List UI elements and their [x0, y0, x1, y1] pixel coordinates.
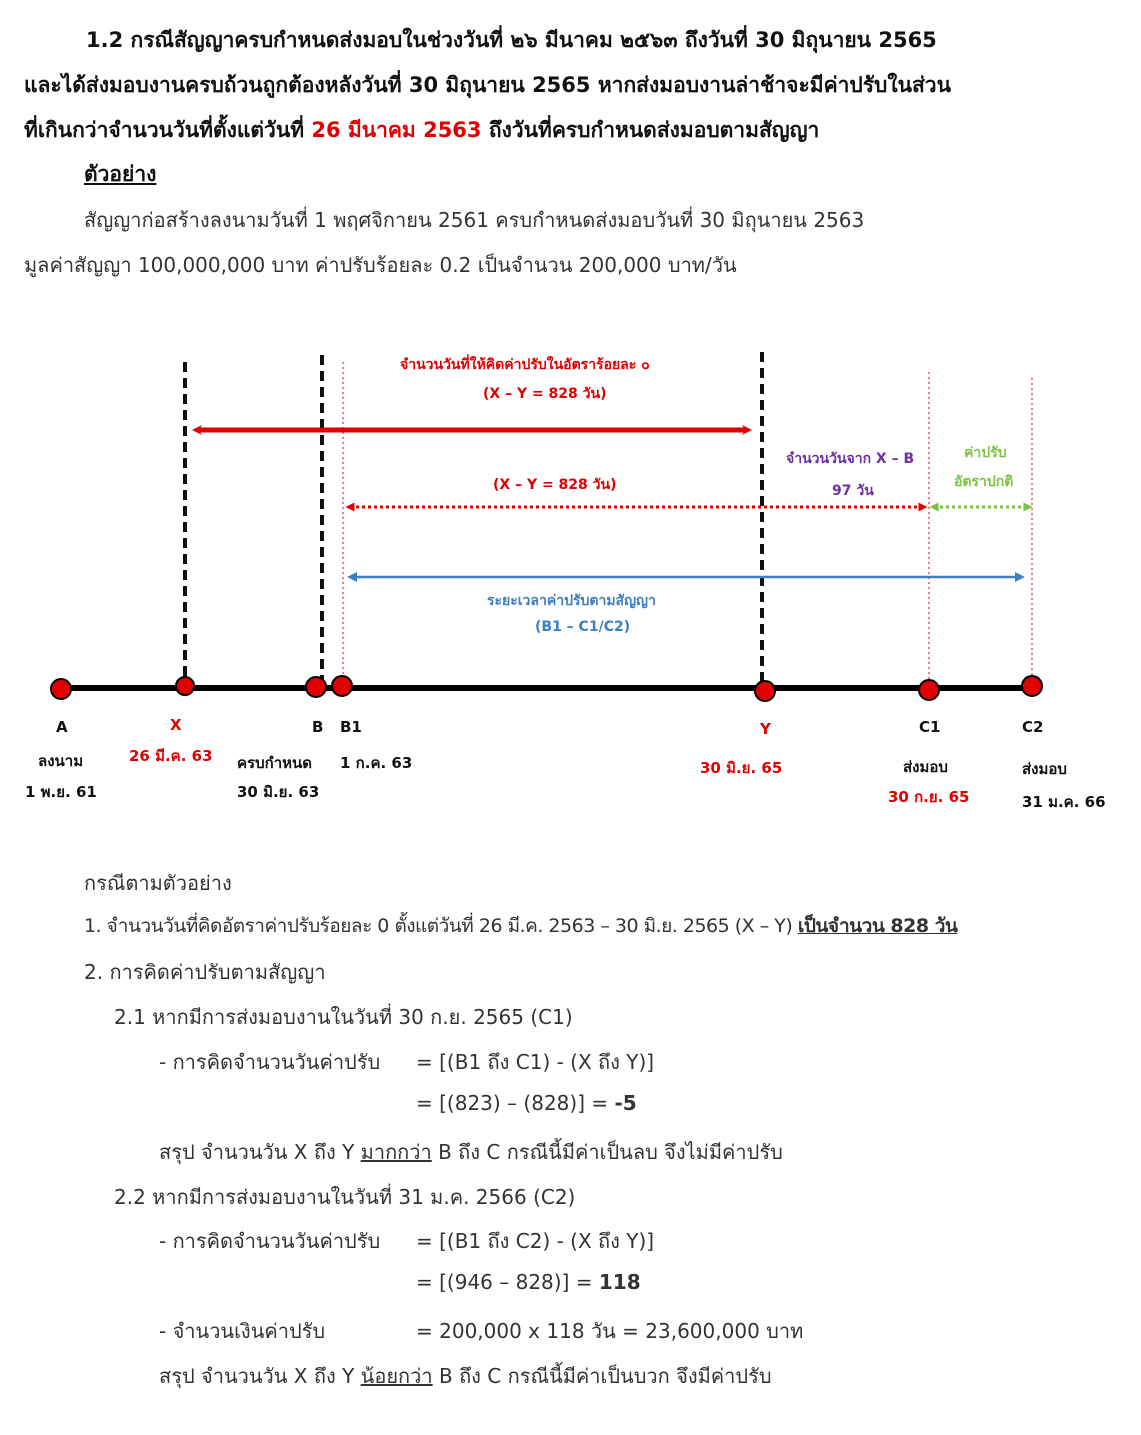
s22-calc-label: - การคิดจำนวนวันค่าปรับ — [159, 1229, 381, 1253]
s22-eq-2-result: 118 — [598, 1270, 641, 1294]
case-item-2: 2. การคิดค่าปรับตามสัญญา — [84, 960, 326, 984]
case-item-1-bold: เป็นจำนวน 828 วัน — [797, 915, 958, 937]
case-item-1-text: 1. จำนวนวันที่คิดอัตราค่าปรับร้อยละ 0 ตั้งแต่วันที่ 26 มี.ค. 2563 – 30 มิ.ย. 2565 (X – Y) — [84, 915, 798, 937]
case-item-1 — [84, 911, 957, 941]
s22-eq-2 — [416, 1270, 641, 1294]
header-line-3-highlight: 26 มีนาคม 2563 — [311, 118, 482, 142]
point-y-code: Y — [760, 720, 771, 738]
point-a — [51, 679, 71, 699]
contract-period-title: ระยะเวลาค่าปรับตามสัญญา — [487, 593, 656, 609]
s21-title: 2.1 หากมีการส่งมอบงานในวันที่ 30 ก.ย. 2565 (C1) — [114, 1005, 573, 1029]
case-title: กรณีตามตัวอย่าง — [84, 871, 232, 895]
point-a-date: 1 พ.ย. 61 — [25, 783, 97, 801]
s22-money-eq: = 200,000 x 118 วัน = 23,600,000 บาท — [416, 1319, 804, 1343]
contract-period-range: (B1 – C1/C2) — [535, 619, 631, 635]
point-b1-code: B1 — [340, 718, 362, 736]
point-y-date: 30 มิ.ย. 65 — [700, 759, 783, 777]
point-a-code: A — [56, 718, 68, 736]
s21-eq-2-text: = [(823) – (828)] = — [416, 1091, 615, 1115]
point-b — [306, 677, 326, 697]
xb-days-value: 97 วัน — [832, 483, 874, 499]
s21-eq-1: = [(B1 ถึง C1) - (X ถึง Y)] — [416, 1050, 655, 1074]
point-y — [755, 681, 775, 701]
zero-rate-title: จำนวนวันที่ให้คิดค่าปรับในอัตราร้อยละ ๐ — [400, 357, 650, 373]
point-x-code: X — [170, 716, 182, 734]
point-b-code: B — [312, 718, 324, 736]
s22-summary-compare: น้อยกว่า — [360, 1364, 433, 1388]
s22-summary-post: B ถึง C กรณีนี้มีค่าเป็นบวก จึงมีค่าปรับ — [432, 1364, 772, 1388]
header-line-3-pre: ที่เกินกว่าจำนวนวันที่ตั้งแต่วันที่ — [24, 118, 312, 142]
point-b1-date: 1 ก.ค. 63 — [340, 754, 413, 772]
example-line-1: สัญญาก่อสร้างลงนามวันที่ 1 พฤศจิกายน 2561 ครบกำหนดส่งมอบวันที่ 30 มิถุนายน 2563 — [84, 208, 865, 232]
header-line-1: 1.2 กรณีสัญญาครบกำหนดส่งมอบในช่วงวันที่ ๒๖ มีนาคม ๒๕๖๓ ถึงวันที่ 30 มิถุนายน 2565 — [86, 28, 937, 52]
s21-eq-2-result: -5 — [614, 1091, 637, 1115]
point-b1 — [332, 676, 352, 696]
s22-summary — [159, 1360, 772, 1392]
point-b-date: 30 มิ.ย. 63 — [237, 783, 320, 801]
s22-summary-pre: สรุป จำนวนวัน X ถึง Y — [159, 1364, 361, 1388]
point-x — [176, 677, 194, 695]
s21-eq-2 — [416, 1091, 637, 1115]
point-x-date: 26 มี.ค. 63 — [129, 747, 213, 765]
point-a-desc: ลงนาม — [38, 752, 84, 770]
xb-days-title: จำนวนวันจาก X – B — [786, 451, 915, 467]
zero-rate-days: (X – Y = 828 วัน) — [483, 386, 607, 402]
header-line-2: และได้ส่งมอบงานครบถ้วนถูกต้องหลังวันที่ 30 มิถุนายน 2565 หากส่งมอบงานล่าช้าจะมีค่าปรับในส่วน — [24, 73, 951, 97]
dotted-days-label: (X – Y = 828 วัน) — [493, 477, 617, 493]
point-c2-date: 31 ม.ค. 66 — [1022, 793, 1106, 811]
normal-fine-label-1: ค่าปรับ — [964, 445, 1007, 461]
point-c2-code: C2 — [1022, 718, 1044, 736]
normal-fine-label-2: อัตราปกติ — [954, 474, 1014, 490]
s22-eq-2-text: = [(946 – 828)] = — [416, 1270, 599, 1294]
s21-summary-compare: มากกว่า — [360, 1140, 432, 1164]
example-line-2: มูลค่าสัญญา 100,000,000 บาท ค่าปรับร้อยละ 0.2 เป็นจำนวน 200,000 บาท/วัน — [24, 253, 737, 277]
point-c1-code: C1 — [919, 718, 941, 736]
s21-summary-post: B ถึง C กรณีนี้มีค่าเป็นลบ จึงไม่มีค่าปรับ — [431, 1140, 783, 1164]
point-c2-desc: ส่งมอบ — [1022, 760, 1067, 778]
point-b-desc: ครบกำหนด — [237, 754, 312, 772]
s21-summary — [159, 1136, 783, 1168]
example-title: ตัวอย่าง — [84, 162, 157, 186]
s22-money-label: - จำนวนเงินค่าปรับ — [159, 1319, 326, 1343]
header-line-3-post: ถึงวันที่ครบกำหนดส่งมอบตามสัญญา — [481, 118, 820, 142]
point-c1 — [919, 680, 939, 700]
s21-summary-pre: สรุป จำนวนวัน X ถึง Y — [159, 1140, 361, 1164]
s22-title: 2.2 หากมีการส่งมอบงานในวันที่ 31 ม.ค. 2566 (C2) — [114, 1185, 576, 1209]
point-c1-date: 30 ก.ย. 65 — [888, 788, 970, 806]
s21-calc-label: - การคิดจำนวนวันค่าปรับ — [159, 1050, 381, 1074]
point-c1-desc: ส่งมอบ — [903, 758, 948, 776]
s22-eq-1: = [(B1 ถึง C2) - (X ถึง Y)] — [416, 1229, 655, 1253]
point-c2 — [1022, 676, 1042, 696]
